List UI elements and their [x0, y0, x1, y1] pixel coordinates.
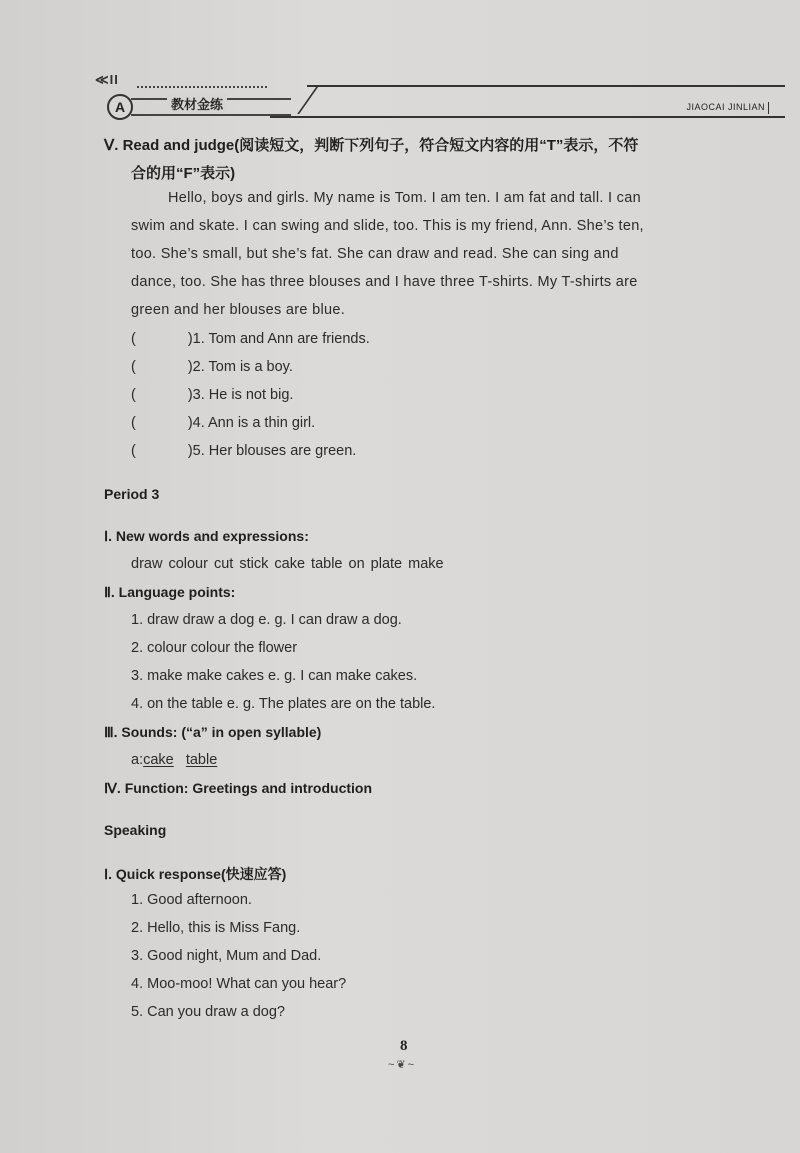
footer-ornament-icon: ~❦~: [388, 1059, 417, 1071]
judge-item: [131, 443, 356, 459]
judge-item-text: )2. Tom is a boy.: [187, 359, 293, 375]
passage-line: too. She’s small, but she’s fat. She can draw and read. She can sing and: [131, 246, 619, 262]
period-title: Period 3: [104, 486, 160, 502]
judge-item: [131, 387, 293, 403]
judge-item-text: )3. He is not big.: [187, 387, 294, 403]
function-title: Ⅳ. Function: Greetings and introduction: [104, 780, 373, 796]
header-title: 教材金练: [167, 94, 227, 113]
passage-line: green and her blouses are blue.: [131, 302, 346, 318]
passage-line: swim and skate. I can swing and slide, too. This is my friend, Ann. She’s ten,: [131, 218, 644, 234]
header-badge-icon: A: [107, 94, 133, 120]
language-point: 1. draw draw a dog e. g. I can draw a dog.: [131, 612, 402, 628]
sounds-example: [131, 752, 217, 768]
sounds-prefix: a:: [131, 752, 144, 768]
answer-blank[interactable]: (: [131, 331, 136, 347]
language-point: 3. make make cakes e. g. I can make cakes.: [131, 668, 418, 684]
response-item: 2. Hello, this is Miss Fang.: [131, 920, 301, 936]
header-pinyin-bar: [768, 102, 769, 114]
sounds-title: Ⅲ. Sounds: (“a” in open syllable): [104, 724, 322, 740]
answer-blank[interactable]: (: [131, 387, 136, 403]
header-top-rule: [307, 85, 785, 87]
passage-line: dance, too. She has three blouses and I have three T-shirts. My T-shirts are: [131, 274, 638, 290]
header-pinyin: JIAOCAI JINLIAN: [686, 102, 765, 112]
speaking-title: Speaking: [104, 822, 167, 838]
language-point: 2. colour colour the flower: [131, 640, 298, 656]
section-5-title: Ⅴ. Read and judge(阅读短文，判断下列句子，符合短文内容的用“T”表示，不符: [104, 137, 639, 154]
new-words-title: Ⅰ. New words and expressions:: [104, 528, 309, 544]
judge-item: [131, 415, 315, 431]
response-item: 4. Moo-moo! What can you hear?: [131, 976, 347, 992]
header-dotted-rule: [137, 86, 267, 88]
sounds-word: table: [185, 752, 218, 768]
response-item: 1. Good afternoon.: [131, 892, 252, 908]
section-5-title-cont: 合的用“F”表示): [131, 165, 236, 182]
passage-line: Hello, boys and girls. My name is Tom. I am ten. I am fat and tall. I can: [168, 190, 641, 206]
language-point: 4. on the table e. g. The plates are on the table.: [131, 696, 436, 712]
new-words-list: draw colour cut stick cake table on plate make: [131, 556, 444, 572]
response-item: 3. Good night, Mum and Dad.: [131, 948, 322, 964]
response-item: 5. Can you draw a dog?: [131, 1004, 285, 1020]
page-number: 8: [400, 1038, 408, 1054]
answer-blank[interactable]: (: [131, 415, 136, 431]
language-points-title: Ⅱ. Language points:: [104, 584, 236, 600]
judge-item-text: )1. Tom and Ann are friends.: [187, 331, 370, 347]
judge-item-text: )5. Her blouses are green.: [187, 443, 357, 459]
page-header: [95, 72, 785, 122]
header-marks: ≪II: [95, 72, 119, 87]
judge-item-text: )4. Ann is a thin girl.: [187, 415, 316, 431]
quick-response-title: Ⅰ. Quick response(快速应答): [104, 866, 287, 882]
sounds-word: cake: [143, 752, 174, 768]
judge-item: [131, 359, 293, 375]
answer-blank[interactable]: (: [131, 359, 136, 375]
header-bottom-rule: [270, 116, 785, 118]
answer-blank[interactable]: (: [131, 443, 136, 459]
judge-item: [131, 331, 370, 347]
